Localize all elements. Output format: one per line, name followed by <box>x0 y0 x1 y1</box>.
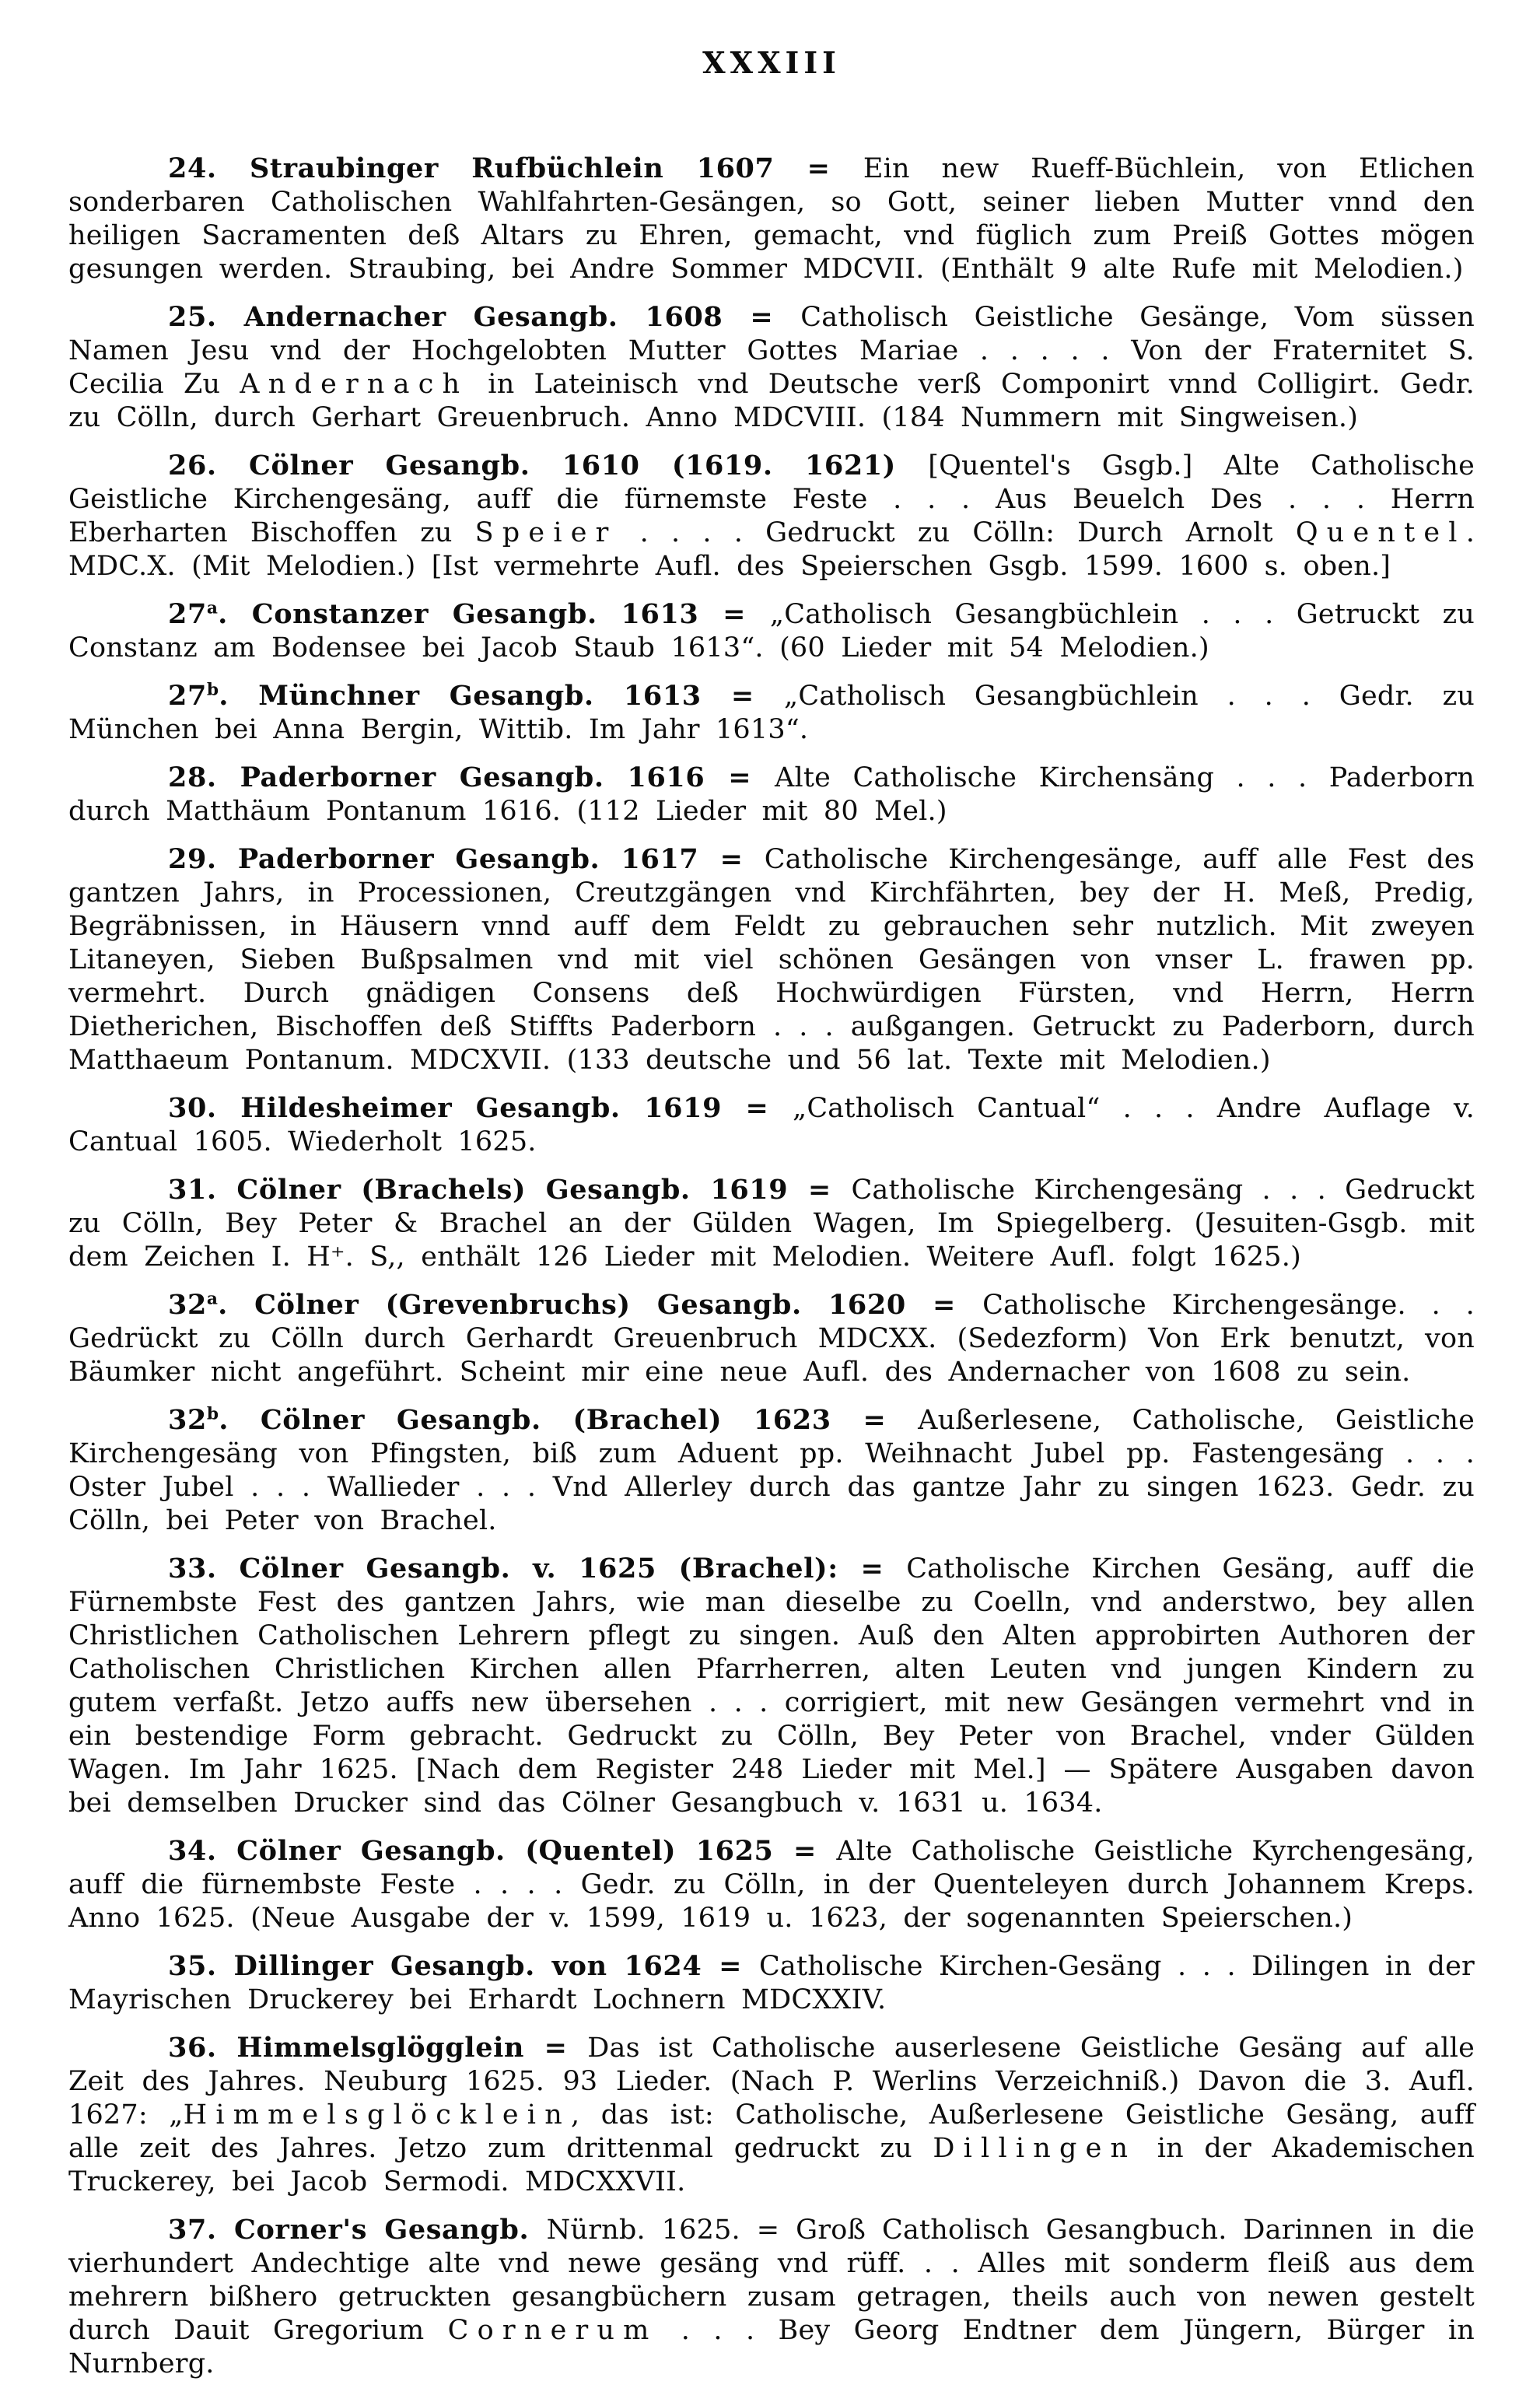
entry-heading: 33. Cölner Gesangb. v. 1625 (Brachel): = <box>168 1553 907 1584</box>
entry-text: . . . Bey Georg Endtner dem Jüngern, Bürger in Nurnberg. <box>68 2315 1475 2379</box>
entry-text-letterspaced: Quentel <box>1295 517 1466 548</box>
entry-text: Catholische Kirchengesänge. . . Gedrückt zu Cölln durch Gerhardt Greuenbruch MDCXX. (Sedezform) Von Erk benutzt, von Bäumker nicht angeführt. Scheint mir eine neue Aufl. des Andernacher von 1608 zu sein. <box>68 1290 1475 1388</box>
entry-text: Das ist Catholische auserlesene Geistliche Gesäng auf alle Zeit des Jahres. Neuburg 1625. 93 Lieder. (Nach P. Werlins Verzeichniß.) Davon die 3. Aufl. 1627: „ <box>68 2033 1475 2131</box>
entry-text: „Catholisch Cantual“ . . . Andre Auflage v. Cantual 1605. Wiederholt 1625. <box>68 1093 1475 1157</box>
entry-text: Nürnb. 1625. = Groß Catholisch Gesangbuch. Darinnen in die vierhundert Andechtige alte vnd newe gesäng vnd rüff. . . Alles mit sonderm fleiß aus dem mehrern bißhero getruckten gesangbüchern zusam getragen, theils auch von newen gestelt durch Dauit Gregorium <box>68 2215 1475 2346</box>
entry-number-superscript: b <box>206 1404 219 1424</box>
catalog-entry-30 <box>68 1091 1475 1159</box>
entry-heading: . Cölner Gesangb. (Brachel) 1623 = <box>219 1404 919 1436</box>
entry-heading: 32 <box>168 1289 207 1321</box>
entry-heading: . Constanzer Gesangb. 1613 = <box>218 598 770 630</box>
entry-text-letterspaced: Cornerum <box>447 2315 658 2346</box>
entry-text: Alte Catholische Geistliche Kyrchengesäng, auff die fürnembste Feste . . . . Gedr. zu Cölln, in der Quenteleyen durch Johannem Kreps. Anno 1625. (Neue Ausgabe der v. 1599, 1619 u. 1623, der sogenannten Speierschen.) <box>68 1836 1475 1934</box>
entry-number-superscript: a <box>206 598 219 618</box>
entry-text: . MDC.X. (Mit Melodien.) [Ist vermehrte Aufl. des Speierschen Gsgb. 1599. 1600 s. oben.] <box>68 517 1475 582</box>
entry-heading: 36. Himmelsglögglein = <box>168 2032 588 2064</box>
entry-heading: 32 <box>168 1404 207 1436</box>
page-number: XXXIII <box>702 45 841 80</box>
entry-heading: 27 <box>168 598 207 630</box>
entry-heading: 26. Cölner Gesangb. 1610 (1619. 1621) <box>168 450 929 481</box>
catalog-entry-36 <box>68 2031 1475 2199</box>
catalog-entry-28 <box>68 761 1475 828</box>
entry-text: „Catholisch Gesangbüchlein . . . Getruckt zu Constanz am Bodensee bei Jacob Staub 1613“. (60 Lieder mit 54 Melodien.) <box>68 599 1475 664</box>
entry-heading: . Münchner Gesangb. 1613 = <box>219 680 785 712</box>
entry-text: „Catholisch Gesangbüchlein . . . Gedr. zu München bei Anna Bergin, Wittib. Im Jahr 1613“. <box>68 681 1475 745</box>
entry-text-letterspaced: Dillingen <box>933 2133 1137 2164</box>
entry-text: in Lateinisch vnd Deutsche verß Componirt vnnd Colligirt. Gedr. zu Cölln, durch Gerhart Greuenbruch. Anno MDCVIII. (184 Nummern mit Singweisen.) <box>68 369 1475 433</box>
catalog-entry-24 <box>68 152 1475 286</box>
entry-text: [Quentel's Gsgb.] Alte Catholische Geistliche Kirchengesäng, auff die fürnemste Feste . . . Aus Beuelch Des . . . Herrn Eberharten Bischoffen zu <box>68 450 1475 548</box>
entry-text: Außerlesene, Catholische, Geistliche Kirchengesäng von Pfingsten, biß zum Aduent pp. Weihnacht Jubel pp. Fastengesäng . . . Oster Jubel . . . Wallieder . . . Vnd Allerley durch das gantze Jahr zu singen 1623. Gedr. zu Cölln, bei Peter von Brachel. <box>68 1405 1475 1536</box>
entry-text: Catholische Kirchengesänge, auff alle Fest des gantzen Jahrs, in Processionen, Creutzgängen vnd Kirchfährten, bey der H. Meß, Predig, Begräbnissen, in Häusern vnnd auff dem Feldt zu gebrauchen sehr nutzlich. Mit zweyen Litaneyen, Sieben Bußpsalmen vnd mit viel schönen Gesängen von vnser L. frawen pp. vermehrt. Durch gnädigen Consens deß Hochwürdigen Fürsten, vnd Herrn, Herrn Dietherichen, Bischoffen deß Stiffts Paderborn . . . außgangen. Getruckt zu Paderborn, durch Matthaeum Pontanum. MDCXVII. (133 deutsche und 56 lat. Texte mit Melodien.) <box>68 844 1475 1076</box>
entry-text: Catholische Kirchen-Gesäng . . . Dilingen in der Mayrischen Druckerey bei Erhardt Lochnern MDCXXIV. <box>68 1951 1475 2015</box>
entry-heading: 31. Cölner (Brachels) Gesangb. 1619 = <box>168 1174 852 1206</box>
catalog-entry-34 <box>68 1834 1475 1935</box>
entry-heading: 34. Cölner Gesangb. (Quentel) 1625 = <box>168 1835 837 1867</box>
entry-heading: 29. Paderborner Gesangb. 1617 = <box>168 843 765 875</box>
entry-heading: 24. Straubinger Rufbüchlein 1607 = <box>168 152 863 184</box>
entry-number-superscript: a <box>206 1289 219 1309</box>
entry-heading: 35. Dillinger Gesangb. von 1624 = <box>168 1950 759 1982</box>
entry-text: Catholische Kirchengesäng . . . Gedruckt zu Cölln, Bey Peter & Brachel an der Gülden Wagen, Im Spiegelberg. (Jesuiten-Gsgb. mit dem Zeichen I. H⁺. S,, enthält 126 Lieder mit Melodien. Weitere Aufl. folgt 1625.) <box>68 1175 1475 1273</box>
catalog-entry-25 <box>68 300 1475 435</box>
entry-text-letterspaced: Speier <box>474 517 618 548</box>
catalog-entry-32b <box>68 1403 1475 1538</box>
entry-text: Catholische Kirchen Gesäng, auff die Fürnembste Fest des gantzen Jahrs, wie man dieselbe zu Coelln, vnd anderstwo, bey allen Christlichen Catholischen Lehrern pflegt zu singen. Auß den Alten approbirten Authoren der Catholischen Christlichen Kirchen allen Pfarrherren, alten Leuten vnd jungen Kindern zu gutem verfaßt. Jetzo auffs new übersehen . . . corrigiert, mit new Gesängen vermehrt vnd in ein bestendige Form gebracht. Gedruckt zu Cölln, Bey Peter von Brachel, vnder Gülden Wagen. Im Jahr 1625. [Nach dem Register 248 Lieder mit Mel.] — Spätere Ausgaben davon bei demselben Drucker sind das Cölner Gesangbuch v. 1631 u. 1634. <box>68 1553 1475 1819</box>
entry-text: Catholisch Geistliche Gesänge, Vom süssen Namen Jesu vnd der Hochgelobten Mutter Gottes Mariae . . . . . Von der Fraternitet S. Cecilia Zu <box>68 302 1475 400</box>
catalog-entry-29 <box>68 842 1475 1077</box>
entry-text: Alte Catholische Kirchensäng . . . Paderborn durch Matthäum Pontanum 1616. (112 Lieder mit 80 Mel.) <box>68 762 1475 827</box>
catalog-entry-35 <box>68 1949 1475 2017</box>
entry-text: in der Akademischen Truckerey, bei Jacob Sermodi. MDCXXVII. <box>68 2133 1475 2197</box>
catalog-entry-26 <box>68 449 1475 583</box>
entry-heading: 27 <box>168 680 207 712</box>
catalog-entry-31 <box>68 1173 1475 1274</box>
entry-text: , das ist: Catholische, Außerlesene Geistliche Gesäng, auff alle zeit des Jahres. Jetzo zum drittenmal gedruckt zu <box>68 2099 1475 2164</box>
entry-heading: 37. Corner's Gesangb. <box>168 2214 547 2246</box>
entry-number-superscript: b <box>206 680 219 700</box>
catalog-entry-37 <box>68 2213 1475 2381</box>
catalog-entry-27b <box>68 679 1475 747</box>
entry-heading: . Cölner (Grevenbruchs) Gesangb. 1620 = <box>218 1289 983 1321</box>
entry-heading: 28. Paderborner Gesangb. 1616 = <box>168 762 775 793</box>
catalog-entry-33 <box>68 1552 1475 1820</box>
entry-heading: 30. Hildesheimer Gesangb. 1619 = <box>168 1092 793 1124</box>
entry-text: Ein new Rueff-Büchlein, von Etlichen sonderbaren Catholischen Wahlfahrten-Gesängen, so Gott, seiner lieben Mutter vnnd den heiligen Sacramenten deß Altars zu Ehren, gemacht, vnd füglich zum Preiß Gottes mögen gesungen werden. Straubing, bei Andre Sommer MDCVII. (Enthält 9 alte Rufe mit Melodien.) <box>68 153 1475 285</box>
entry-text-letterspaced: Himmelsglöcklein <box>183 2099 571 2131</box>
entry-text: . . . . Gedruckt zu Cölln: Durch Arnolt <box>617 517 1296 548</box>
entry-text-letterspaced: Andernach <box>240 369 469 400</box>
catalog-entry-32a <box>68 1288 1475 1389</box>
entry-heading: 25. Andernacher Gesangb. 1608 = <box>168 301 801 333</box>
catalog-entry-27a <box>68 597 1475 665</box>
bibliography-entry-list <box>68 152 1475 2381</box>
